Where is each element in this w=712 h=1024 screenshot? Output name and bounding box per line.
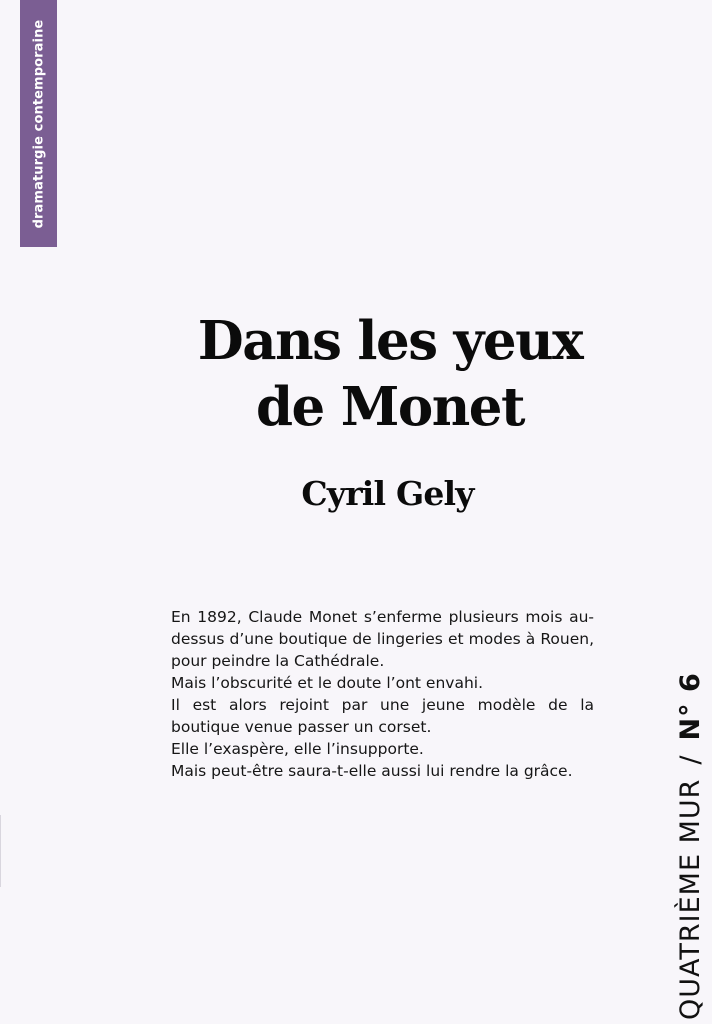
blurb-line-2: Mais l’obscurité et le doute l’ont envahi.: [171, 674, 484, 692]
blurb-line-4: Elle l’exaspère, elle l’insupporte.: [171, 740, 424, 758]
collection-name: QUATRIÈME MUR: [675, 778, 706, 1020]
back-cover-blurb: [171, 606, 594, 782]
book-title-line-1: Dans les yeux: [197, 310, 583, 372]
book-title: [0, 308, 712, 440]
collection-number: N° 6: [675, 672, 706, 741]
book-author: Cyril Gely: [301, 474, 474, 513]
collection-separator: /: [675, 754, 706, 765]
collection-label: [673, 672, 709, 1020]
blurb-paragraph-3: Il est alors rejoint par une jeune modèle de la boutique venue passer un corset.: [171, 696, 594, 736]
book-title-line-2: de Monet: [256, 376, 524, 438]
series-tab: [20, 0, 57, 247]
blurb-line-5: Mais peut-être saura-t-elle aussi lui rendre la grâce.: [171, 762, 573, 780]
blurb-paragraph-1: En 1892, Claude Monet s’enferme plusieurs mois au-dessus d’une boutique de lingeries et modes à Rouen, pour peindre la Cathédrale.: [171, 608, 594, 670]
series-tab-label: dramaturgie contemporaine: [31, 19, 46, 228]
page-edge-line: [0, 815, 1, 887]
